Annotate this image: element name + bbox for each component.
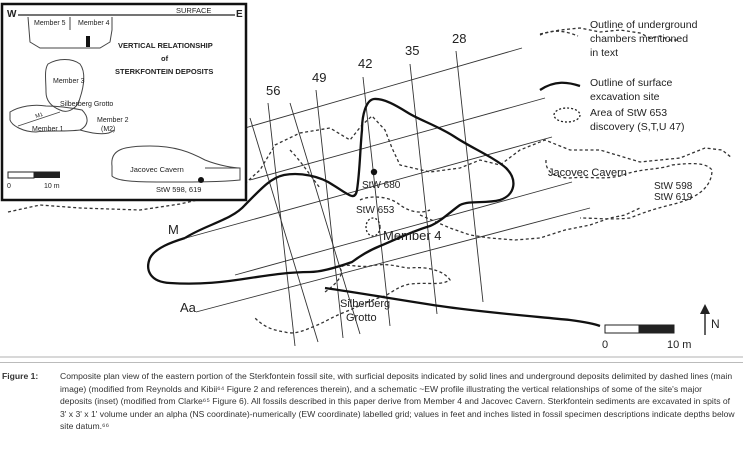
legend-solid-swatch xyxy=(540,83,580,90)
caption-label: Figure 1: xyxy=(2,371,39,381)
inset-title-line2: of xyxy=(161,54,169,63)
inset-scale-start: 0 xyxy=(7,183,11,190)
inset-stw-point xyxy=(198,177,204,183)
grid-label-col-35: 35 xyxy=(405,43,420,58)
inset-surface-label: SURFACE xyxy=(176,6,212,15)
inset-member1-label: Member 1 xyxy=(32,126,64,133)
label-stw680: StW 680 xyxy=(362,180,401,191)
north-arrow-icon xyxy=(700,304,710,335)
inset-jacovec-label: Jacovec Cavern xyxy=(130,165,184,174)
inset-scale-end: 10 m xyxy=(44,183,60,190)
legend-dashed-line3: in text xyxy=(590,47,619,59)
inset-east-label: E xyxy=(236,9,243,20)
legend-area-line2: discovery (S,T,U 47) xyxy=(590,121,685,133)
grid-line-col-49 xyxy=(316,90,343,338)
legend-dashed-line2: chambers mentioned xyxy=(590,33,689,45)
legend xyxy=(540,19,698,133)
grid-label-col-42: 42 xyxy=(358,56,373,71)
grid-label-col-56: 56 xyxy=(266,83,281,98)
inset-member4-bar xyxy=(86,36,90,47)
inset-member5-label: Member 5 xyxy=(34,20,66,27)
legend-dashed-line1: Outline of underground xyxy=(590,19,698,31)
label-silberberg-1: Silberberg xyxy=(340,298,391,310)
map-scale-bar xyxy=(605,325,674,333)
label-stw653: StW 653 xyxy=(356,205,395,216)
legend-solid-line1: Outline of surface xyxy=(590,77,673,89)
inset-scale-bar xyxy=(8,172,34,178)
legend-dashed-swatch xyxy=(540,31,578,36)
legend-area-swatch xyxy=(554,108,580,122)
stw653-discovery-area xyxy=(366,218,380,236)
label-jacovec: Jacovec Cavern xyxy=(548,167,627,179)
grid-label-col-49: 49 xyxy=(312,70,327,85)
inset-member4-label: Member 4 xyxy=(78,20,110,27)
inset-title-line1: VERTICAL RELATIONSHIP xyxy=(118,41,213,50)
grid-label-row-M: M xyxy=(168,222,179,237)
inset-stw-label: StW 598, 619 xyxy=(156,185,202,194)
label-stw619: StW 619 xyxy=(654,192,693,203)
north-label: N xyxy=(711,317,720,331)
caption-separator xyxy=(0,362,743,363)
label-member4: Member 4 xyxy=(383,228,442,243)
grid-line-row-Aa xyxy=(196,208,590,312)
inset-member3-label: Member 3 xyxy=(53,78,85,85)
map-scale-end: 10 m xyxy=(667,339,692,351)
label-stw598: StW 598 xyxy=(654,181,693,192)
grid-line-col-42 xyxy=(363,77,390,326)
label-silberberg-2: Grotto xyxy=(346,312,377,324)
inset-title-line3: STERKFONTEIN DEPOSITS xyxy=(115,67,214,76)
inset-silberberg-label: Silberberg Grotto xyxy=(60,101,114,108)
map-scale-start: 0 xyxy=(602,339,609,351)
caption-text: Composite plan view of the eastern portion of the Sterkfontein fossil site, with surficial deposits indicated by solid lines and underground deposits delimited by dashed lines (main image) (modified from Reynolds and Kibii⁶⁴ Figure 2 and references therein), and a schematic ~EW profile illustrating the vertical relationships of some of the site's major deposits (inset) (modified from Clarke⁶⁵ Figure 6). All fossils described in this paper derive from Member 4 and Jacovec Cavern. Sterkfontein sediments are excavated in spits of 3' x 3' x 1' volume under an alpha (NS coordinate)-numerically (EW coordinate) labelled grid; values in feet and inches listed in fossil specimen descriptions indicate depths below site datum.⁶⁶ xyxy=(60,371,735,432)
stw680-point xyxy=(371,169,377,175)
inset-member2-label: Member 2 xyxy=(97,117,129,124)
legend-solid-line2: excavation site xyxy=(590,91,660,103)
legend-area-line1: Area of StW 653 xyxy=(590,107,668,119)
grid-line-col-35 xyxy=(410,64,437,314)
inset-west-label: W xyxy=(7,9,17,20)
grid-line-col-28 xyxy=(456,51,483,302)
inset-m2-label: (M2) xyxy=(101,126,116,133)
grid-label-row-Aa: Aa xyxy=(180,300,196,315)
inset-m1-label: M1 xyxy=(34,111,44,120)
grid-line-col-56 xyxy=(268,103,295,346)
grid-label-col-28: 28 xyxy=(452,31,467,46)
inset-profile xyxy=(2,4,246,200)
